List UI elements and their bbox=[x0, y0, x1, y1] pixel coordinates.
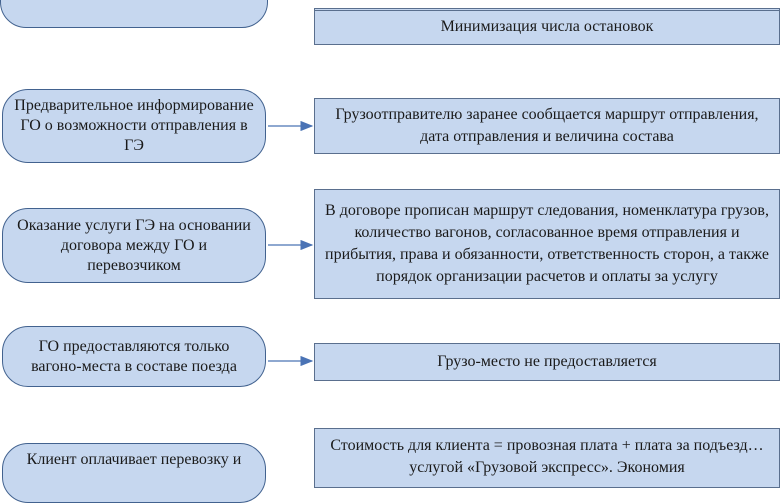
left-node-text: Клиент оплачивает перевозку и bbox=[26, 451, 242, 468]
right-box-top bbox=[314, 8, 780, 45]
left-node-text: Предварительное информирование ГО о возможности отправления в ГЭ bbox=[14, 97, 254, 154]
right-box-text: Грузо-место не предоставляется bbox=[437, 353, 657, 370]
left-node-contract-service bbox=[2, 208, 266, 283]
right-box-cargo-place bbox=[314, 343, 780, 381]
right-box-route-info bbox=[314, 98, 780, 154]
right-box-cost-formula bbox=[314, 428, 780, 488]
right-box-text: Минимизация числа остановок bbox=[440, 17, 654, 35]
right-box-text: Стоимость для клиента = провозная плата + плата за подъезд… услугой «Грузовой экспресс». Экономия bbox=[330, 437, 764, 476]
right-box-contract-details bbox=[314, 189, 780, 299]
right-box-top-strip bbox=[314, 0, 780, 11]
left-node-preliminary-info bbox=[2, 89, 266, 163]
left-node-text: Оказание услуги ГЭ на основании договора между ГО и перевозчиком bbox=[17, 216, 251, 274]
left-node-client-payment bbox=[2, 443, 266, 503]
left-node-text: ГО предоставляются только вагоно-места в составе поезда bbox=[31, 337, 237, 375]
right-box-text: Грузоотправителю заранее сообщается маршрут отправления, дата отправления и величина состава bbox=[335, 106, 759, 145]
left-node-wagon-places bbox=[2, 326, 266, 387]
right-box-text: В договоре прописан маршрут следования, номенклатура грузов, количество вагонов, согласованное время отправления и прибытия, права и обязанности, ответственность сторон, а также порядок организации расчетов и оплаты за услугу bbox=[325, 202, 769, 285]
left-node-top-clipped bbox=[0, 0, 268, 28]
